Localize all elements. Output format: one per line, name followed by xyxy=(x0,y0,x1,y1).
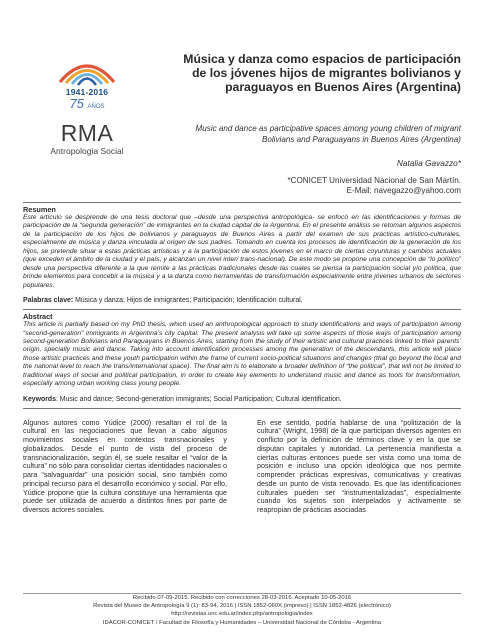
affiliation-institution: *CONICET Universidad Nacional de San Martín. xyxy=(287,176,461,185)
body-paragraph-right: En ese sentido, podría hablarse de una “politización de la cultura” (Wright, 1998) de la que participan diversos agentes en conflicto por la definición de términos clave y en la que se disputan capitales y autoridad. La pertenencia manifiesta a ciertas culturas entonces puede ser vista como una toma de posición e incluso una opción ideológica que nos permite comprender prácticas expresivas, comunicativas y creativas desde un punto de vista renovado. Es que las identificaciones culturales pueden ser “instrumentalizadas”, especialmente cuando los sujetos son interpelados y activamente se reapropian de prácticas asociadas xyxy=(257,418,461,515)
logo-anniversary xyxy=(33,97,141,114)
abstract-text: This article is partially based on my PhD thesis, which used an anthropological approach to study identifications and ways of participation among “second-generation” immigrants in Argentina’s city capital. The present analysis will take up some aspects of those ways of participation among second-generation Bolivians and Paraguayans in Buenos Aires, starting from the study of their artistic and cultural practices linked to their parents’ origin, specially music and dance. Taking into account identification processes among the generation of the descendants, this article will place those artistic practices and these youth participation within the frame of current socio-political situations and changes (that go beyond the local and the national level to reach the trans/international space). The final aim is to elaborate a broader definition of “the political”, that will not be limited to traditional ways of social and political participation, in order to create key elements to understand music and dance as tools for transformation, especially among urban working class young people. xyxy=(23,321,461,388)
journal-subtitle: Antropologia Social xyxy=(50,146,124,156)
logo-years: 1941-2016 xyxy=(65,87,109,97)
abstract-divider xyxy=(23,309,461,310)
journal-acronym: RMA xyxy=(60,120,114,146)
keywords xyxy=(23,395,461,404)
keywords-label: Keywords xyxy=(23,395,56,403)
article-title: Música y danza como espacios de participación de los jóvenes hijos de migrantes bolivianos y paraguayos en Buenos Aires (Argentina) xyxy=(183,52,461,95)
museum-emblem-icon xyxy=(56,52,118,86)
article-title-english: Music and dance as participative spaces among young children of migrant Bolivians and Paraguayans in Buenos Aires (Argentina) xyxy=(195,124,461,144)
article-header xyxy=(23,0,461,200)
body-column-right xyxy=(257,419,461,515)
body-column-left xyxy=(23,419,227,515)
palabras-clave-label: Palabras clave: xyxy=(23,297,74,305)
page-footer xyxy=(23,593,461,627)
body-paragraph-left: Algunos autores como Yúdice (2000) resaltan el rol de la cultural en las negociaciones que llevan a cabo algunos movimientos sociales en contextos transnacionales y globalizados. Desde el punto de vista del proceso de transnacionalización, según él, se suele resaltar el “valor de la cultura” no sólo para consolidar ciertas identidades nacionales o para “salvaguardar” una posición social, sino también como principal recurso para el desarrollo económico y social. Por ello, Yúdice propone que la cultura constituye una herramienta que puede ser utilizada de acuerdo a distintos fines por parte de diversos actores sociales. xyxy=(23,418,227,515)
resumen-text: Este artículo se desprende de una tesis doctoral que –desde una perspectiva antropológica- se enfocó en las identificaciones y formas de participación de la “segunda generación” de inmigrantes en la ciudad capital de la Argentina. En el presente análisis se retoman algunos aspectos de la participación de los hijos de bolivianos y paraguayos de Buenos Aires a partir del examen de sus prácticas artístico-culturales, especialmente de música y danza vinculada al origen de sus padres. Tomando en cuenta los procesos de identificación de la generación de los hijos, se pretende situar a estas prácticas artísticas y a la participación de estos jóvenes en el marco de ciertas coyunturas y cambios actuales (que exceden el ámbito de la ciudad y el país, y alcanzan un nivel inter/ trans-nacional). De este modo se propone una concepción de “lo político” desde una perspectiva diferente a la que remite a las prácticas tradicionales desde las cuales se piensa la participación social y/o política, que brinde elementos para concebir a la música y a la danza como herramientas de transformación especialmente entre jóvenes urbanos de sectores populares. xyxy=(23,214,461,289)
body-divider xyxy=(23,408,461,409)
palabras-clave-values: Música y danza; Hijos de inmigrantes; Participación; Identificación cultural. xyxy=(75,297,303,305)
journal-logo xyxy=(33,52,141,156)
author-email: E-Mail: navegazzo@yahoo.com xyxy=(346,186,461,196)
author-affiliation xyxy=(288,176,462,196)
resumen-heading: Resumen xyxy=(23,205,56,214)
anniversary-word: AÑOS xyxy=(87,104,105,110)
footer-received: Recibido 07-09-2015. Recibido con correcciones 28-03-2016. Aceptado 10-05-2016 xyxy=(132,595,352,601)
footer-journal: Revista del Museo de Antropología 9 (1): 83-94, 2016 | ISSN 1852-060X (impreso) | ISSN 1852-4826 (electrónico) xyxy=(93,603,391,610)
footer-publisher: IDACOR-CONICET / Facultad de Filosofía y Humanidades – Universidad Nacional de Córdoba - Argentina xyxy=(102,619,382,626)
header-divider xyxy=(23,202,461,203)
palabras-clave xyxy=(23,296,461,305)
author-name: Natalia Gavazzo* xyxy=(396,158,461,168)
body-columns xyxy=(23,419,461,515)
footer-url[interactable]: http://revistas.unc.edu.ar/index.php/antropologia/index xyxy=(171,611,313,618)
anniversary-number: 75 xyxy=(69,96,84,111)
keywords-values: : Music and dance; Second-generation immigrants; Social Participation; Cultural identification. xyxy=(55,395,342,403)
abstract-heading: Abstract xyxy=(23,312,53,322)
